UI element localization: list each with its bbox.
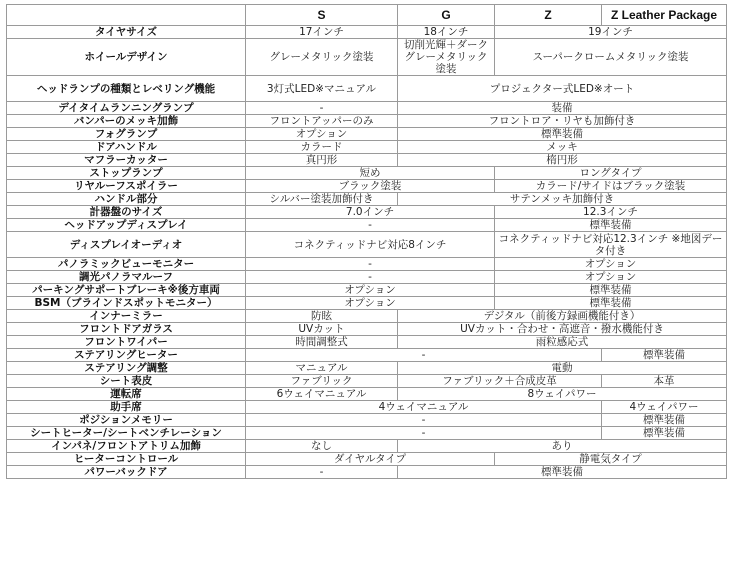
row-hud <box>7 219 727 232</box>
row-meter-size <box>7 206 727 219</box>
row-fog-lamp <box>7 128 727 141</box>
cell-s: 防眩 <box>246 310 398 323</box>
row-stop-lamp <box>7 167 727 180</box>
header-grade-g: G <box>398 5 495 26</box>
row-label: パーキングサポートブレーキ※後方車両 <box>7 284 246 297</box>
row-label: ヘッドランプの種類とレベリング機能 <box>7 76 246 102</box>
cell-g-z-zlp: メッキ <box>398 141 727 154</box>
cell-g-z: ファブリック＋合成皮革 <box>398 375 602 388</box>
row-inner-mirror <box>7 310 727 323</box>
row-label: フロントドアガラス <box>7 323 246 336</box>
cell-s-g: コネクティッドナビ対応8インチ <box>246 232 495 258</box>
cell-zlp: 標準装備 <box>602 427 727 440</box>
cell-s-g-z: - <box>246 427 602 440</box>
row-label: フロントワイパー <box>7 336 246 349</box>
cell-g-z-zlp: 標準装備 <box>398 466 727 479</box>
cell-s: ファブリック <box>246 375 398 388</box>
row-label: 計器盤のサイズ <box>7 206 246 219</box>
cell-s: フロントアッパーのみ <box>246 115 398 128</box>
row-label: シートヒーター/シートベンチレーション <box>7 427 246 440</box>
cell-s: - <box>246 466 398 479</box>
cell-s: UVカット <box>246 323 398 336</box>
cell-s-g: オプション <box>246 297 495 310</box>
cell-z-zlp: 標準装備 <box>495 297 727 310</box>
cell-z-zlp: オプション <box>495 271 727 284</box>
row-label: ステアリングヒーター <box>7 349 246 362</box>
row-steering-trim <box>7 193 727 206</box>
cell-g: 18インチ <box>398 26 495 39</box>
cell-g-z-zlp: サテンメッキ加飾付き <box>398 193 727 206</box>
row-panoramic-monitor <box>7 258 727 271</box>
cell-z-zlp: 標準装備 <box>495 284 727 297</box>
cell-g: 切削光輝＋ダークグレーメタリック塗装 <box>398 39 495 76</box>
cell-z-zlp: コネクティッドナビ対応12.3インチ ※地図データ付き <box>495 232 727 258</box>
cell-g-z-zlp: UVカット・合わせ・高遮音・撥水機能付き <box>398 323 727 336</box>
row-bsm <box>7 297 727 310</box>
row-label: タイヤサイズ <box>7 26 246 39</box>
cell-z-zlp: オプション <box>495 258 727 271</box>
row-label: ハンドル部分 <box>7 193 246 206</box>
cell-g-z-zlp: あり <box>398 440 727 453</box>
row-label: パノラミックビューモニター <box>7 258 246 271</box>
cell-s-g: - <box>246 219 495 232</box>
row-label: ヘッドアップディスプレイ <box>7 219 246 232</box>
row-label: シート表皮 <box>7 375 246 388</box>
row-label: パワーバックドア <box>7 466 246 479</box>
header-empty-cell <box>7 5 246 26</box>
cell-z-zlp: 静電気タイプ <box>495 453 727 466</box>
cell-s-g: ダイヤルタイプ <box>246 453 495 466</box>
row-panorama-roof <box>7 271 727 284</box>
row-door-handle <box>7 141 727 154</box>
cell-g-z-zlp: 標準装備 <box>398 128 727 141</box>
cell-g-z-zlp: 雨粒感応式 <box>398 336 727 349</box>
row-wheel-design <box>7 39 727 76</box>
row-label: ストップランプ <box>7 167 246 180</box>
row-label: ディスプレイオーディオ <box>7 232 246 258</box>
row-headlamp <box>7 76 727 102</box>
cell-s: シルバー塗装加飾付き <box>246 193 398 206</box>
cell-s-g: オプション <box>246 284 495 297</box>
row-position-memory <box>7 414 727 427</box>
cell-s-g: - <box>246 271 495 284</box>
cell-s: 時間調整式 <box>246 336 398 349</box>
row-seat-heater-ventilation <box>7 427 727 440</box>
row-label: ポジションメモリー <box>7 414 246 427</box>
cell-s: 6ウェイマニュアル <box>246 388 398 401</box>
row-label: ヒーターコントロール <box>7 453 246 466</box>
cell-s-g: 短め <box>246 167 495 180</box>
header-grade-s: S <box>246 5 398 26</box>
cell-zlp: 4ウェイパワー <box>602 401 727 414</box>
cell-s: 3灯式LED※マニュアル <box>246 76 398 102</box>
cell-s: なし <box>246 440 398 453</box>
row-driver-seat <box>7 388 727 401</box>
cell-s-g-z: 4ウェイマニュアル <box>246 401 602 414</box>
cell-g-z-zlp: 楕円形 <box>398 154 727 167</box>
cell-g-z-zlp: フロントロア・リヤも加飾付き <box>398 115 727 128</box>
row-drl <box>7 102 727 115</box>
row-seat-material <box>7 375 727 388</box>
row-label: インナーミラー <box>7 310 246 323</box>
cell-s: - <box>246 102 398 115</box>
cell-s-g: 7.0インチ <box>246 206 495 219</box>
row-tire-size <box>7 26 727 39</box>
cell-s-g: - <box>246 258 495 271</box>
cell-s-g-z: - <box>246 349 602 362</box>
cell-zlp: 標準装備 <box>602 414 727 427</box>
row-label: マフラーカッター <box>7 154 246 167</box>
row-label: フォグランプ <box>7 128 246 141</box>
cell-z-zlp: 12.3インチ <box>495 206 727 219</box>
row-label: リヤルーフスポイラー <box>7 180 246 193</box>
row-front-wiper <box>7 336 727 349</box>
row-label: インパネ/フロントアトリム加飾 <box>7 440 246 453</box>
row-label: 助手席 <box>7 401 246 414</box>
cell-s: オプション <box>246 128 398 141</box>
cell-z-zlp: 19インチ <box>495 26 727 39</box>
cell-s: 真円形 <box>246 154 398 167</box>
row-label: 運転席 <box>7 388 246 401</box>
cell-zlp: 本革 <box>602 375 727 388</box>
row-instrument-panel-trim <box>7 440 727 453</box>
cell-s-g: ブラック塗装 <box>246 180 495 193</box>
row-label: ステアリング調整 <box>7 362 246 375</box>
row-muffler-cutter <box>7 154 727 167</box>
cell-s: 17インチ <box>246 26 398 39</box>
row-label: デイタイムランニングランプ <box>7 102 246 115</box>
cell-z-zlp: ロングタイプ <box>495 167 727 180</box>
row-label: ホイールデザイン <box>7 39 246 76</box>
row-label: ドアハンドル <box>7 141 246 154</box>
cell-g-z-zlp: 電動 <box>398 362 727 375</box>
row-power-back-door <box>7 466 727 479</box>
header-grade-z-leather: Z Leather Package <box>602 5 727 26</box>
row-rear-spoiler <box>7 180 727 193</box>
row-steering-adjust <box>7 362 727 375</box>
cell-s: カラード <box>246 141 398 154</box>
cell-z-zlp: カラード/サイドはブラック塗装 <box>495 180 727 193</box>
spec-comparison-table <box>6 4 727 479</box>
header-grade-z: Z <box>495 5 602 26</box>
row-passenger-seat <box>7 401 727 414</box>
row-label: BSM（ブラインドスポットモニター） <box>7 297 246 310</box>
row-front-door-glass <box>7 323 727 336</box>
row-bumper-plating <box>7 115 727 128</box>
row-steering-heater <box>7 349 727 362</box>
row-heater-control <box>7 453 727 466</box>
cell-s: マニュアル <box>246 362 398 375</box>
cell-z-zlp: 標準装備 <box>495 219 727 232</box>
cell-z-zlp: スーパークロームメタリック塗装 <box>495 39 727 76</box>
cell-g-z-zlp: 8ウェイパワー <box>398 388 727 401</box>
row-label: バンパーのメッキ加飾 <box>7 115 246 128</box>
cell-zlp: 標準装備 <box>602 349 727 362</box>
cell-s-g-z: - <box>246 414 602 427</box>
header-row <box>7 5 727 26</box>
row-parking-brake <box>7 284 727 297</box>
row-display-audio <box>7 232 727 258</box>
cell-g-z-zlp: デジタル（前後方録画機能付き） <box>398 310 727 323</box>
row-label: 調光パノラマルーフ <box>7 271 246 284</box>
cell-g-z-zlp: プロジェクター式LED※オート <box>398 76 727 102</box>
cell-s: グレーメタリック塗装 <box>246 39 398 76</box>
cell-g-z-zlp: 装備 <box>398 102 727 115</box>
